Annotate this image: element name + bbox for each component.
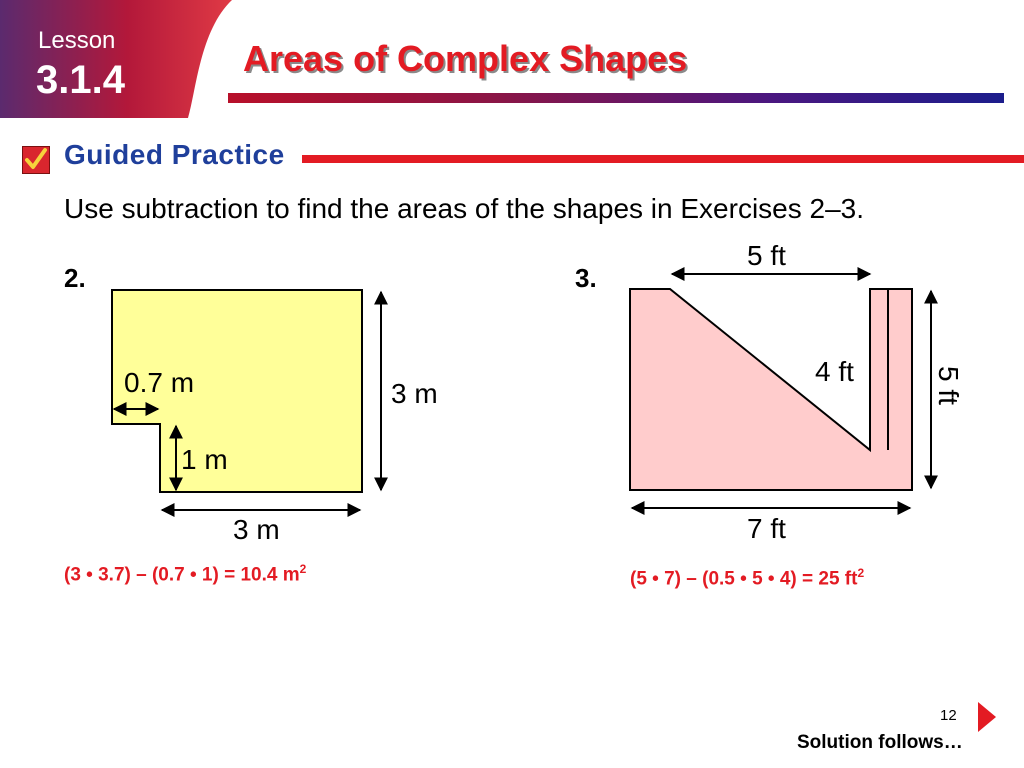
exercise-3-number: 3. [575, 263, 597, 293]
exercise-2-height-label: 3 m [391, 378, 438, 409]
exercise-2-notch-width-label: 0.7 m [124, 367, 195, 398]
exercise-2-solution: (3 • 3.7) – (0.7 • 1) = 10.4 $m^2$ [64, 562, 307, 586]
solution-follows-link[interactable]: Solution follows… [797, 732, 963, 753]
exercise-3-width-label: 7 ft [747, 513, 786, 544]
exercise-3-slot-height-label: 4 ft [815, 356, 854, 387]
exercise-3-solution: (5 • 7) – (0.5 • 5 • 4) = 25 $ft^2$ [630, 566, 865, 590]
exercise-3-height-label: 5 ft [933, 366, 964, 405]
next-slide-arrow-icon[interactable] [976, 700, 998, 734]
exercise-3-shape [630, 289, 912, 490]
exercise-3-top-width-label: 5 ft [747, 240, 786, 271]
exercise-2-width-label: 3 m [233, 514, 280, 545]
lesson-label: Lesson [38, 27, 116, 54]
instruction-text: Use subtraction to find the areas of the shapes in Exercises 2–3. [64, 193, 865, 224]
page-title: Areas of Complex Shapes [243, 38, 688, 79]
section-title: Guided Practice [64, 139, 285, 170]
lesson-number: 3.1.4 [36, 58, 125, 102]
exercise-2-number: 2. [64, 263, 86, 293]
exercise-2-notch-height-label: 1 m [181, 444, 228, 475]
page-number: 12 [940, 707, 957, 724]
